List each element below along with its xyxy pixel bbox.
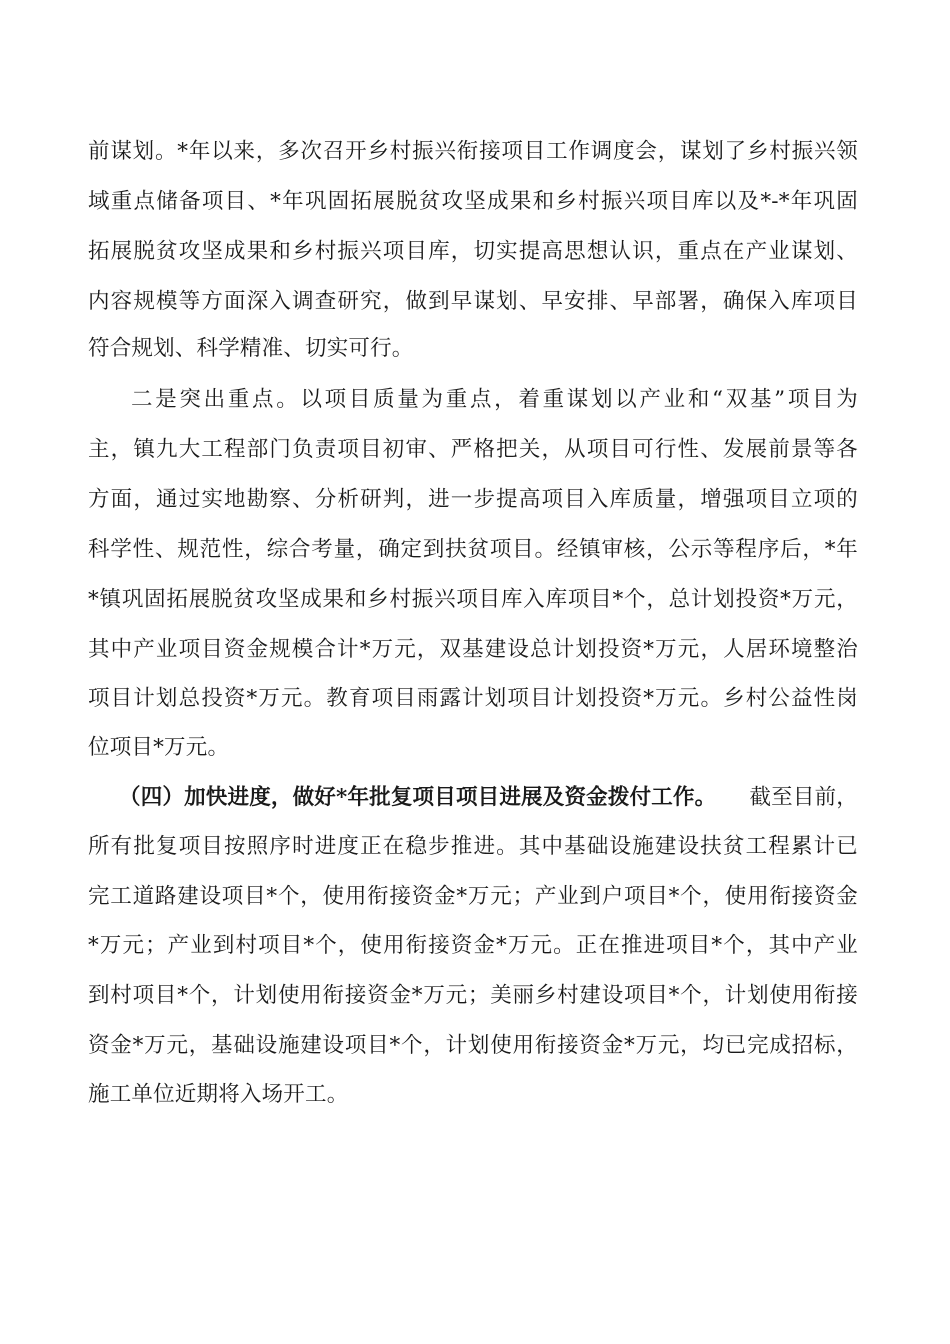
- text-line: 前谋划。*年以来，多次召开乡村振兴衔接项目工作调度会，谋划了乡村振兴领: [88, 139, 858, 164]
- text-line: 二是突出重点。以项目质量为重点，着重谋划以产业和“双基”项目为: [131, 387, 858, 412]
- text-span: 截至目前，: [749, 785, 858, 810]
- section-heading: （四）加快进度，做好*年批复项目项目进展及资金拨付工作。: [119, 785, 717, 810]
- text-line: 方面，通过实地勘察、分析研判，进一步提高项目入库质量，增强项目立项的: [88, 487, 858, 512]
- text-line: [119, 773, 858, 823]
- text-line: 域重点储备项目、*年巩固拓展脱贫攻坚成果和乡村振兴项目库以及*-*年巩固: [88, 189, 858, 214]
- text-line: 完工道路建设项目*个，使用衔接资金*万元；产业到户项目*个，使用衔接资金: [88, 884, 858, 909]
- text-line: 符合规划、科学精准、切实可行。: [88, 336, 414, 361]
- text-line: 项目计划总投资*万元。教育项目雨露计划项目计划投资*万元。乡村公益性岗: [88, 686, 858, 711]
- text-line: 位项目*万元。: [88, 735, 230, 760]
- text-line: 主，镇九大工程部门负责项目初审、严格把关，从项目可行性、发展前景等各: [88, 437, 858, 462]
- text-line: 所有批复项目按照序时进度正在稳步推进。其中基础设施建设扶贫工程累计已: [88, 834, 858, 859]
- text-line: 其中产业项目资金规模合计*万元，双基建设总计划投资*万元，人居环境整治: [88, 637, 858, 662]
- text-line: *万元；产业到村项目*个，使用衔接资金*万元。正在推进项目*个，其中产业: [88, 933, 858, 958]
- text-line: 内容规模等方面深入调查研究，做到早谋划、早安排、早部署，确保入库项目: [88, 289, 858, 314]
- text-line: 施工单位近期将入场开工。: [88, 1082, 349, 1107]
- text-line: *镇巩固拓展脱贫攻坚成果和乡村振兴项目库入库项目*个，总计划投资*万元，: [88, 587, 858, 612]
- text-line: 拓展脱贫攻坚成果和乡村振兴项目库，切实提高思想认识，重点在产业谋划、: [88, 239, 858, 264]
- text-line: 到村项目*个，计划使用衔接资金*万元；美丽乡村建设项目*个，计划使用衔接: [88, 983, 858, 1008]
- text-line: 资金*万元，基础设施建设项目*个，计划使用衔接资金*万元，均已完成招标，: [88, 1033, 858, 1058]
- text-line: 科学性、规范性，综合考量，确定到扶贫项目。经镇审核，公示等程序后，*年: [88, 537, 858, 562]
